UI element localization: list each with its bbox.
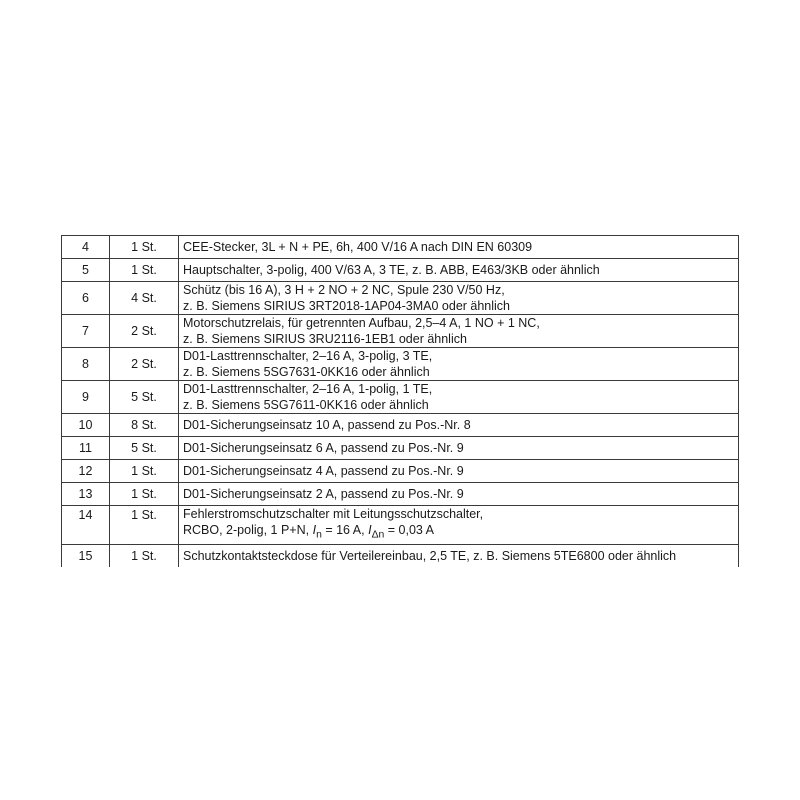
quantity-cell: 1 St. [110, 544, 179, 567]
description-cell: CEE-Stecker, 3L + N + PE, 6h, 400 V/16 A nach DIN EN 60309 [179, 236, 739, 259]
description-cell: Hauptschalter, 3-polig, 400 V/63 A, 3 TE, z. B. ABB, E463/3KB oder ähnlich [179, 259, 739, 282]
residual-current-symbol: I [368, 523, 372, 537]
position-cell: 11 [62, 437, 110, 460]
position-cell: 12 [62, 460, 110, 483]
table-row [62, 483, 739, 506]
quantity-cell: 2 St. [110, 348, 179, 381]
description-line: z. B. Siemens 5SG7611-0KK16 oder ähnlich [183, 398, 429, 412]
position-cell: 6 [62, 282, 110, 315]
table-row [62, 506, 739, 545]
current-subscript: n [316, 529, 322, 541]
quantity-cell: 1 St. [110, 460, 179, 483]
description-cell: Schutzkontaktsteckdose für Verteilereinbau, 2,5 TE, z. B. Siemens 5TE6800 oder ähnlich [179, 544, 739, 567]
table-row [62, 348, 739, 381]
quantity-cell: 1 St. [110, 259, 179, 282]
position-cell: 7 [62, 315, 110, 348]
description-line: z. B. Siemens 5SG7631-0KK16 oder ähnlich [183, 365, 430, 379]
description-text: = 16 A, [321, 523, 369, 537]
quantity-cell: 2 St. [110, 315, 179, 348]
position-cell: 8 [62, 348, 110, 381]
table-row [62, 414, 739, 437]
position-cell: 5 [62, 259, 110, 282]
description-cell: D01-Sicherungseinsatz 10 A, passend zu Pos.-Nr. 8 [179, 414, 739, 437]
description-line: Schütz (bis 16 A), 3 H + 2 NO + 2 NC, Spule 230 V/50 Hz, [183, 283, 505, 297]
description-line: z. B. Siemens SIRIUS 3RU2116-1EB1 oder ähnlich [183, 332, 467, 346]
description-text: RCBO, 2-polig, 1 P+N, [183, 523, 313, 537]
position-cell: 15 [62, 544, 110, 567]
description-cell [179, 315, 739, 348]
position-cell: 4 [62, 236, 110, 259]
quantity-cell: 1 St. [110, 236, 179, 259]
table-row [62, 282, 739, 315]
description-line: Motorschutzrelais, für getrennten Aufbau, 2,5–4 A, 1 NO + 1 NC, [183, 316, 540, 330]
quantity-cell: 5 St. [110, 381, 179, 414]
description-line: z. B. Siemens SIRIUS 3RT2018-1AP04-3MA0 oder ähnlich [183, 299, 511, 313]
table-row [62, 381, 739, 414]
table-row [62, 437, 739, 460]
description-line: D01-Lasttrennschalter, 2–16 A, 3-polig, 3 TE, [183, 349, 433, 363]
description-cell: D01-Sicherungseinsatz 4 A, passend zu Pos.-Nr. 9 [179, 460, 739, 483]
position-cell: 14 [62, 506, 110, 545]
position-cell: 9 [62, 381, 110, 414]
quantity-cell: 1 St. [110, 483, 179, 506]
description-line: D01-Lasttrennschalter, 2–16 A, 1-polig, 1 TE, [183, 382, 433, 396]
description-text: = 0,03 A [384, 523, 435, 537]
quantity-cell: 5 St. [110, 437, 179, 460]
parts-list-table [61, 235, 739, 567]
position-cell: 13 [62, 483, 110, 506]
description-cell [179, 282, 739, 315]
quantity-cell: 4 St. [110, 282, 179, 315]
residual-current-subscript: Δn [371, 529, 385, 541]
table-row [62, 315, 739, 348]
description-line: Fehlerstromschutzschalter mit Leitungsschutzschalter, [183, 507, 484, 521]
current-symbol: I [312, 523, 317, 537]
position-cell: 10 [62, 414, 110, 437]
table-row [62, 259, 739, 282]
description-cell: D01-Sicherungseinsatz 6 A, passend zu Pos.-Nr. 9 [179, 437, 739, 460]
description-cell: D01-Sicherungseinsatz 2 A, passend zu Pos.-Nr. 9 [179, 483, 739, 506]
quantity-cell: 8 St. [110, 414, 179, 437]
description-cell [179, 506, 739, 545]
table-row [62, 236, 739, 259]
table-row [62, 460, 739, 483]
description-cell [179, 381, 739, 414]
description-line [183, 522, 734, 544]
table-row [62, 544, 739, 567]
quantity-cell: 1 St. [110, 506, 179, 545]
description-cell [179, 348, 739, 381]
